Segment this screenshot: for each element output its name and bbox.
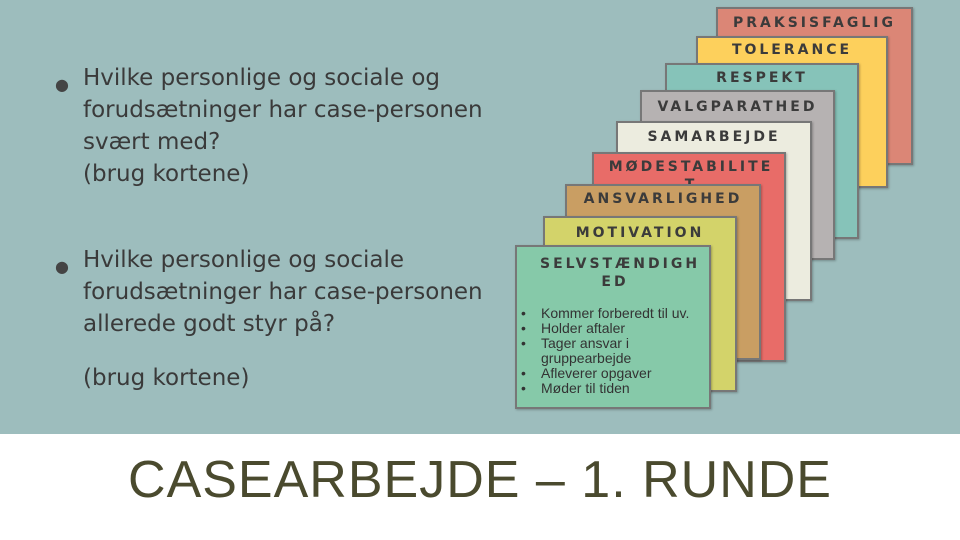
question-item — [55, 244, 495, 394]
bullet-dot-icon: ● — [55, 257, 69, 276]
bullet-dot-icon: ● — [55, 75, 69, 94]
list-item: • Kommer forberedt til uv. — [515, 306, 705, 321]
question-item — [55, 62, 495, 190]
question-text: Hvilke personlige og sociale og forudsætninger har case-personen svært med? — [83, 65, 483, 155]
list-item: • Møder til tiden — [515, 381, 705, 396]
question-hint: (brug kortene) — [83, 161, 250, 187]
question-hint: (brug kortene) — [83, 365, 250, 391]
card-title: PRAKSISFAGLIG — [732, 15, 896, 31]
slide-title: CASEARBEJDE – 1. RUNDE — [128, 451, 832, 509]
list-item: • Tager ansvar i gruppearbejde — [515, 336, 705, 366]
list-item: • Afleverer opgaver — [515, 366, 705, 381]
card-title: MOTIVATION — [575, 225, 705, 241]
card-title: ANSVARLIGHED — [583, 191, 743, 207]
card-title: SAMARBEJDE — [647, 129, 781, 145]
list-item: • Holder aftaler — [515, 321, 705, 336]
card-title: SELVSTÆNDIGH ED — [540, 256, 701, 290]
card-title: VALGPARATHED — [657, 99, 818, 115]
card-title: TOLERANCE — [731, 42, 853, 58]
card-title: RESPEKT — [716, 70, 808, 86]
card-title: MØDESTABILITE — [608, 159, 774, 175]
question-text: Hvilke personlige og sociale forudsætninger har case-personen allerede godt styr på? — [83, 247, 483, 337]
front-card-list — [515, 306, 705, 396]
